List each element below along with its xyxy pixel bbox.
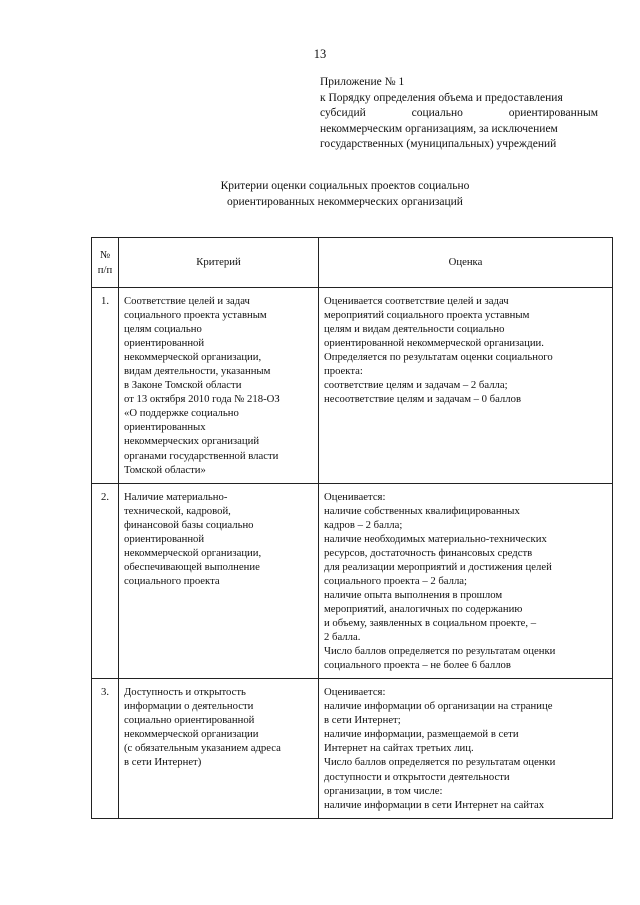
score-line: Число баллов определяется по результатам оценки xyxy=(324,756,556,769)
score-line: Оценивается: xyxy=(324,490,386,503)
criterion-line: видам деятельности, указанным xyxy=(124,365,271,378)
score-line: соответствие целям и задачам – 2 балла; xyxy=(324,379,508,392)
score-line: доступности и открытости деятельности xyxy=(324,770,510,783)
criterion-line: целям социально xyxy=(124,323,202,336)
criterion-cell xyxy=(119,679,319,818)
score-line: Оценивается соответствие целей и задач xyxy=(324,295,509,307)
criterion-line: «О поддержке социально xyxy=(124,407,239,420)
criterion-line: информации о деятельности xyxy=(124,700,254,713)
criterion-line: некоммерческих организаций xyxy=(124,435,260,448)
score-cell xyxy=(319,679,613,818)
criterion-line: в Законе Томской области xyxy=(124,379,242,392)
header-score: Оценка xyxy=(319,238,613,288)
score-line: организации, в том числе: xyxy=(324,784,443,797)
criterion-line: некоммерческой организации, xyxy=(124,546,262,559)
criterion-line: ориентированной xyxy=(124,532,205,545)
header-num xyxy=(92,238,119,288)
header-criterion: Критерий xyxy=(119,238,319,288)
appendix-line-justified xyxy=(320,106,598,122)
score-line: ресурсов, достаточность финансовых средств xyxy=(324,546,533,559)
appendix-line: государственных (муниципальных) учреждений xyxy=(320,138,557,151)
table-row xyxy=(92,679,613,818)
table-row xyxy=(92,483,613,679)
appendix-line: некоммерческим организациям, за исключением xyxy=(320,122,558,135)
appendix-body xyxy=(320,91,598,153)
criterion-line: (с обязательным указанием адреса xyxy=(124,742,281,755)
score-line: мероприятий социального проекта уставным xyxy=(324,309,530,322)
criterion-cell xyxy=(119,483,319,679)
appendix-block xyxy=(320,75,598,153)
score-line: мероприятий, аналогичных по содержанию xyxy=(324,602,523,615)
criterion-line: финансовой базы социально xyxy=(124,518,254,531)
criterion-line: органами государственной власти xyxy=(124,449,279,462)
criterion-line: социального проекта уставным xyxy=(124,309,267,322)
score-line: кадров – 2 балла; xyxy=(324,518,403,531)
criterion-line: некоммерческой организации xyxy=(124,728,259,741)
score-line: наличие информации, размещаемой в сети xyxy=(324,728,519,741)
score-cell xyxy=(319,483,613,679)
score-line: Определяется по результатам оценки социального xyxy=(324,351,553,364)
criterion-cell xyxy=(119,288,319,484)
criterion-line: Доступность и открытость xyxy=(124,686,246,699)
score-cell xyxy=(319,288,613,484)
table-header-row xyxy=(92,238,613,288)
criteria-table xyxy=(91,237,613,819)
row-number: 1. xyxy=(92,288,119,484)
criterion-line: ориентированной xyxy=(124,337,205,350)
header-num-line: п/п xyxy=(97,263,113,276)
row-number: 2. xyxy=(92,483,119,679)
criterion-line: ориентированных xyxy=(124,421,206,434)
row-number: 3. xyxy=(92,679,119,818)
appendix-title: Приложение № 1 xyxy=(320,76,405,88)
score-line: наличие информации об организации на странице xyxy=(324,700,553,713)
criterion-line: технической, кадровой, xyxy=(124,504,231,517)
score-line: Интернет на сайтах третьих лиц. xyxy=(324,742,474,755)
appendix-word: социально xyxy=(411,107,463,120)
page-number: 13 xyxy=(313,47,327,61)
score-line: наличие собственных квалифицированных xyxy=(324,504,520,517)
table-row xyxy=(92,288,613,484)
appendix-word: ориентированным xyxy=(508,107,598,120)
heading-line: Критерии оценки социальных проектов социально xyxy=(220,180,470,192)
score-line: и объему, заявленных в социальном проекте, – xyxy=(324,617,537,630)
appendix-line: к Порядку определения объема и предоставления xyxy=(320,91,563,104)
criterion-line: Наличие материально- xyxy=(124,490,228,503)
criterion-line: некоммерческой организации, xyxy=(124,351,262,364)
criterion-line: социально ориентированной xyxy=(124,714,255,727)
score-line: Число баллов определяется по результатам оценки xyxy=(324,645,556,658)
score-line: социального проекта – не более 6 баллов xyxy=(324,659,511,672)
score-line: наличие опыта выполнения в прошлом xyxy=(324,588,503,601)
score-line: социального проекта – 2 балла; xyxy=(324,574,468,587)
criterion-line: от 13 октября 2010 года № 218-ОЗ xyxy=(124,393,280,406)
document-heading xyxy=(120,178,570,210)
appendix-word: субсидий xyxy=(320,107,366,120)
criterion-line: социального проекта xyxy=(124,574,220,587)
header-num-line: № xyxy=(99,249,111,262)
criterion-line: обеспечивающей выполнение xyxy=(124,560,260,573)
score-line: для реализации мероприятий и достижения целей xyxy=(324,560,552,573)
score-line: в сети Интернет; xyxy=(324,714,401,727)
criterion-line: в сети Интернет) xyxy=(124,756,202,769)
criterion-line: Соответствие целей и задач xyxy=(124,295,250,307)
score-line: 2 балла. xyxy=(324,631,361,644)
score-line: целям и видам деятельности социально xyxy=(324,323,505,336)
score-line: Оценивается: xyxy=(324,686,386,699)
score-line: проекта: xyxy=(324,365,363,378)
score-line: наличие информации в сети Интернет на сайтах xyxy=(324,798,545,811)
score-line: ориентированной некоммерческой организации. xyxy=(324,337,544,350)
score-line: несоответствие целям и задачам – 0 баллов xyxy=(324,393,521,406)
score-line: наличие необходимых материально-технических xyxy=(324,532,547,545)
heading-line: ориентированных некоммерческих организаций xyxy=(227,196,463,208)
criterion-line: Томской области» xyxy=(124,463,206,476)
